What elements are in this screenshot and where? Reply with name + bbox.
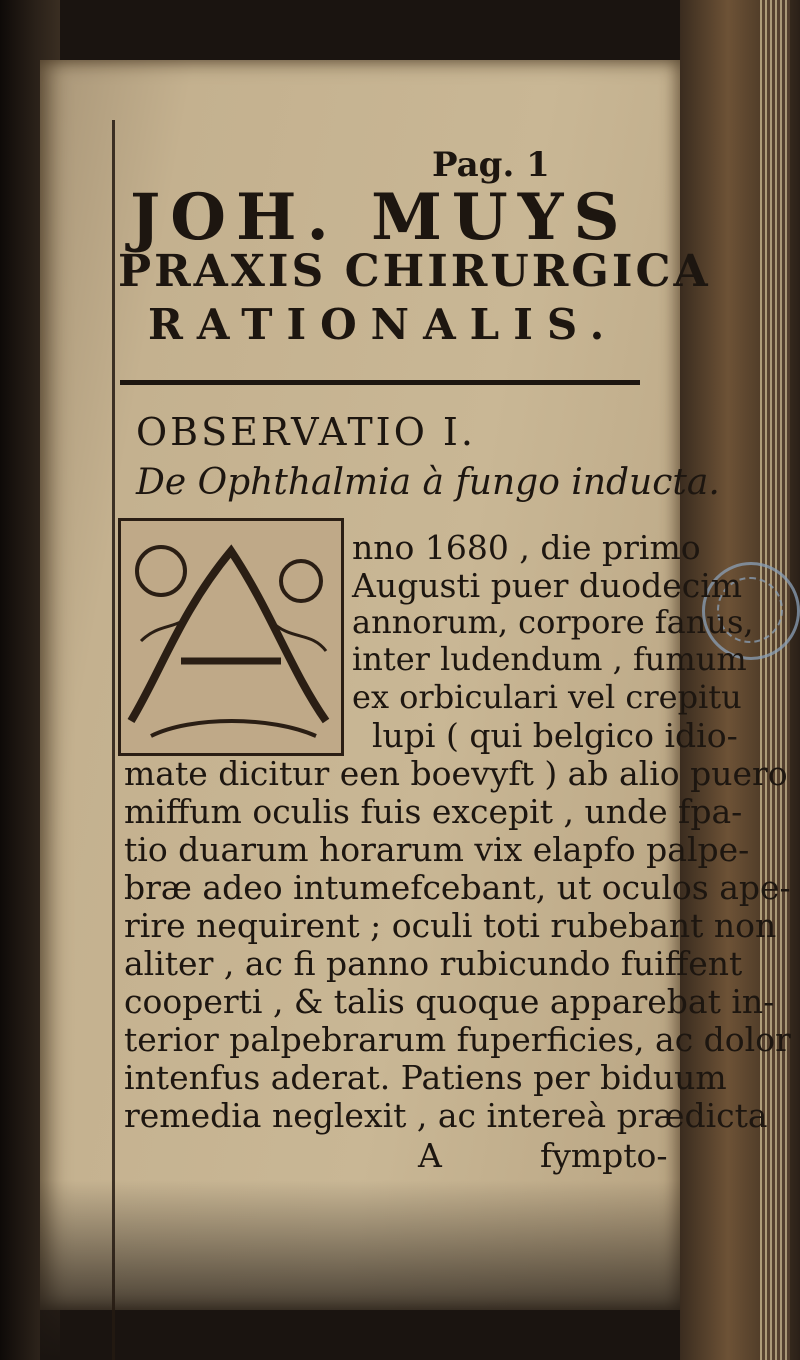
initial-letter-ornament-icon	[121, 521, 341, 753]
text-line: remedia neglexit , ac intereà prædicta	[124, 1096, 768, 1135]
text-line: aliter , ac fi panno rubicundo fuiffent	[124, 944, 743, 983]
text-line: nno 1680 , die primo	[352, 528, 701, 567]
author-title: JOH. MUYS	[130, 180, 630, 255]
page-number: Pag. 1	[432, 145, 550, 185]
observation-heading: OBSERVATIO I.	[136, 410, 477, 454]
catchword: fympto-	[540, 1136, 668, 1175]
page-edges	[760, 0, 790, 1360]
text-line: annorum, corpore fanus,	[352, 603, 754, 641]
text-line: cooperti , & talis quoque apparebat in-	[124, 982, 775, 1021]
text-line: miffum oculis fuis excepit , unde fpa-	[124, 792, 743, 831]
gutter-line	[112, 120, 115, 1360]
text-line: Augusti puer duodecim	[352, 566, 743, 605]
signature-mark: A	[418, 1136, 442, 1175]
text-line: inter ludendum , fumum	[352, 640, 747, 678]
text-line: mate dicitur een boevyft ) ab alio puero	[124, 754, 788, 793]
text-line: tio duarum horarum vix elapfo palpe-	[124, 830, 750, 869]
text-line: intenfus aderat. Patiens per biduum	[124, 1058, 727, 1097]
text-line: bræ adeo intumefcebant, ut oculos ape-	[124, 868, 791, 907]
title-rule	[120, 380, 640, 385]
decorated-initial	[118, 518, 344, 756]
text-line: rire nequirent ; oculi toti rubebant non	[124, 906, 777, 945]
text-line: lupi ( qui belgico idio-	[372, 716, 738, 755]
section-heading: De Ophthalmia à fungo inducta.	[136, 462, 720, 503]
text-line: ex orbiculari vel crepitu	[352, 678, 742, 716]
page-bottom-shadow	[40, 1180, 680, 1360]
book-title-line1: PRAXIS CHIRURGICA	[118, 246, 711, 297]
text-line: terior palpebrarum fuperficies, ac dolor	[124, 1020, 791, 1059]
book-title-line2: RATIONALIS.	[148, 300, 619, 349]
